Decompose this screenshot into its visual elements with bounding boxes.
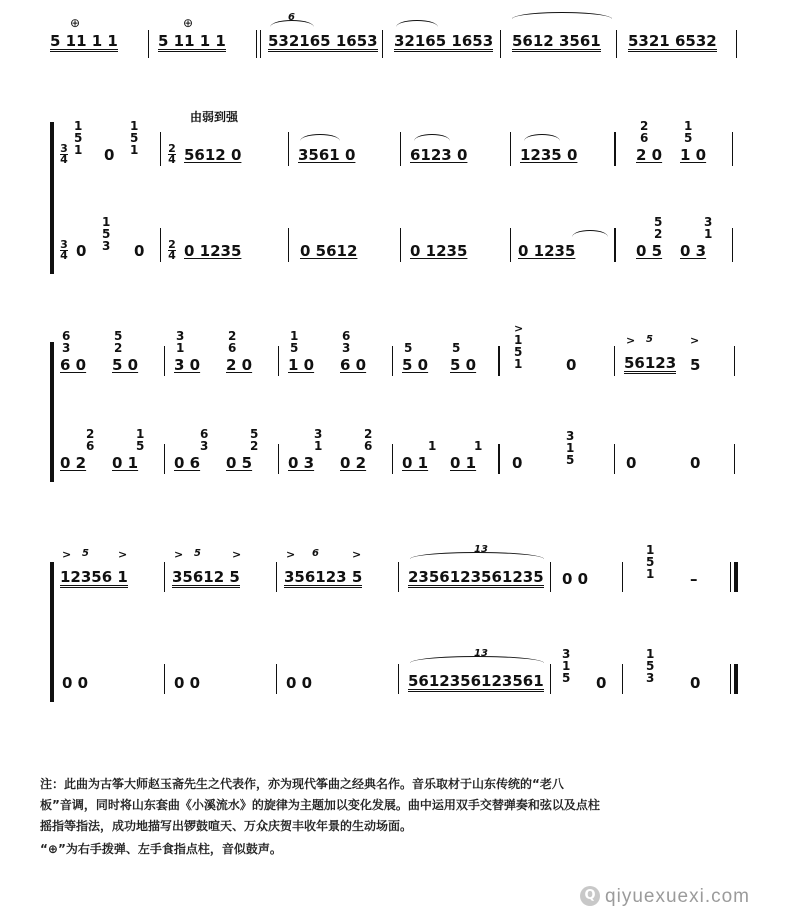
- chord-stack: 3 1: [704, 215, 713, 241]
- chord-stack: 5 2: [250, 427, 259, 453]
- barline: [288, 132, 289, 166]
- accent-mark: >: [118, 548, 128, 561]
- watermark-text: qiyuexuexi.com: [605, 886, 750, 907]
- measure-note: 6 0: [340, 356, 367, 374]
- barline: [616, 30, 617, 58]
- grand-staff-bracket: [50, 122, 54, 274]
- system-2: [0, 100, 788, 280]
- chord-stack: 1 5 3: [646, 647, 655, 685]
- accent-mark: >: [352, 548, 362, 561]
- slur: [512, 12, 612, 19]
- footnote: [40, 774, 740, 860]
- time-signature: 2 4: [168, 238, 176, 262]
- accent-mark: >: [514, 322, 524, 335]
- measure: 0 1235: [518, 242, 576, 260]
- strike-symbol-icon: ⊕: [183, 16, 194, 30]
- chord-stack: 1 5 1: [514, 333, 523, 371]
- chord-stack: 1: [428, 439, 437, 453]
- barline: [734, 346, 735, 376]
- rest: 0: [76, 242, 87, 260]
- measure-note: 0 5: [226, 454, 253, 472]
- chord-stack: 3 1: [314, 427, 323, 453]
- tuplet-number: 13: [474, 648, 488, 659]
- measure-note: 1 0: [288, 356, 315, 374]
- barline: [622, 562, 623, 592]
- chord-stack: 1 5: [684, 119, 693, 145]
- barline: [510, 228, 511, 262]
- accent-mark: >: [62, 548, 72, 561]
- chord-stack: 2 6: [86, 427, 95, 453]
- barline: [160, 132, 161, 166]
- chord-stack: 1 5 1: [646, 543, 655, 581]
- measure: 0 5612: [300, 242, 358, 260]
- measure-note: 0 3: [288, 454, 315, 472]
- rest: 0: [566, 356, 577, 374]
- measure-note: 5 0: [450, 356, 477, 374]
- slur: [396, 20, 438, 27]
- chord-stack: 5 2: [114, 329, 123, 355]
- chord-stack: 1: [474, 439, 483, 453]
- chord-stack: 1 5: [136, 427, 145, 453]
- chord-stack: 1 5 1: [130, 119, 139, 157]
- measure: 0 3: [680, 242, 707, 260]
- barline: [164, 444, 165, 474]
- slur: [414, 134, 450, 141]
- measure: 5612 3561: [512, 32, 601, 50]
- barline: [398, 664, 399, 694]
- time-signature: 2 4: [168, 142, 176, 166]
- measure-note: 0 0: [174, 674, 201, 692]
- measure: 2356123561235: [408, 568, 544, 586]
- measure-note: 6 0: [60, 356, 87, 374]
- chord-stack: 3 1 5: [562, 647, 571, 685]
- accent-mark: >: [232, 548, 242, 561]
- grand-staff-bracket: [50, 342, 54, 482]
- repeat-barline: [614, 228, 616, 262]
- measure-note: 5 0: [112, 356, 139, 374]
- chord-stack: 6 3: [342, 329, 351, 355]
- accent-mark: >: [690, 334, 700, 347]
- barline: [614, 346, 615, 376]
- barline: [398, 562, 399, 592]
- measure-note: 0 2: [340, 454, 367, 472]
- tuplet-number: 6: [312, 548, 319, 559]
- measure-note: 2 0: [226, 356, 253, 374]
- measure: 5321 6532: [628, 32, 717, 50]
- repeat-barline: [498, 346, 500, 376]
- measure: 3561 0: [298, 146, 356, 164]
- footnote-line: 板”音调，同时将山东套曲《小溪流水》的旋律为主题加以变化发展。曲中运用双手交替弹奏和弦以及点柱: [40, 798, 600, 812]
- rest: 0: [690, 674, 701, 692]
- measure-note: 5 0: [402, 356, 429, 374]
- chord-stack: 2 6: [640, 119, 649, 145]
- repeat-barline: [498, 444, 500, 474]
- measure: 6123 0: [410, 146, 468, 164]
- system-3: [0, 320, 788, 490]
- measure-note: 0 0: [286, 674, 313, 692]
- measure-note: 0 2: [60, 454, 87, 472]
- barline: [400, 132, 401, 166]
- barline: [732, 228, 733, 262]
- slur: [572, 230, 608, 237]
- repeat-barline: [614, 132, 616, 166]
- chord-stack: 1 5: [290, 329, 299, 355]
- barline: [550, 664, 551, 694]
- tuplet-number: 13: [474, 544, 488, 555]
- measure: 0 5: [636, 242, 663, 260]
- measure: 0 1235: [184, 242, 242, 260]
- measure: 35612 5: [172, 568, 240, 586]
- measure-note: 5: [690, 356, 701, 374]
- barline: [256, 30, 257, 58]
- barline: [288, 228, 289, 262]
- measure-note: 3 0: [174, 356, 201, 374]
- chord-stack: 6 3: [200, 427, 209, 453]
- tuplet-number: 6: [288, 12, 295, 23]
- barline: [148, 30, 149, 58]
- final-barline: [730, 664, 731, 694]
- chord-stack: 3 1 5: [566, 429, 575, 467]
- grand-staff-bracket: [50, 562, 54, 702]
- rest: 0: [104, 146, 115, 164]
- accent-mark: >: [286, 548, 296, 561]
- rest: 0: [690, 454, 701, 472]
- footnote-line: “⊕”为右手拨弹、左手食指点柱，音似鼓声。: [40, 842, 282, 856]
- measure: 32165 1653: [394, 32, 494, 50]
- measure: 5 11 1 1: [50, 32, 118, 50]
- measure-note: 0 1: [402, 454, 429, 472]
- chord-stack: 5 2: [654, 215, 663, 241]
- measure: 0 1235: [410, 242, 468, 260]
- barline: [164, 562, 165, 592]
- time-signature: 3 4: [60, 142, 68, 166]
- chord-stack: 5: [452, 341, 461, 355]
- barline: [736, 30, 737, 58]
- watermark-logo-icon: Q: [580, 886, 600, 906]
- barline: [160, 228, 161, 262]
- barline: [392, 444, 393, 474]
- barline: [550, 562, 551, 592]
- measure-note: 0 1: [450, 454, 477, 472]
- barline: [734, 444, 735, 474]
- footnote-line: 摇指等指法，成功地描写出锣鼓喧天、万众庆贺丰收年景的生动场面。: [40, 819, 413, 833]
- barline: [500, 30, 501, 58]
- measure: 12356 1: [60, 568, 128, 586]
- time-signature: 3 4: [60, 238, 68, 262]
- measure: 5612356123561: [408, 672, 544, 690]
- rest: 0: [626, 454, 637, 472]
- accent-mark: >: [174, 548, 184, 561]
- barline: [164, 346, 165, 376]
- chord-stack: 1 5 3: [102, 215, 111, 253]
- chord-stack: 6 3: [62, 329, 71, 355]
- chord-stack: 2 6: [364, 427, 373, 453]
- dash-sustain: –: [690, 570, 698, 588]
- chord-stack: 5: [404, 341, 413, 355]
- chord-stack: 2 6: [228, 329, 237, 355]
- chord-stack: 1 5 1: [74, 119, 83, 157]
- accent-mark: >: [626, 334, 636, 347]
- slur: [300, 134, 340, 141]
- system-4: [0, 540, 788, 710]
- rest: 0: [134, 242, 145, 260]
- barline: [278, 444, 279, 474]
- measure: 56123: [624, 354, 677, 372]
- measure-note: 0 0: [62, 674, 89, 692]
- measure-note: 0 1: [112, 454, 139, 472]
- rest: 0: [596, 674, 607, 692]
- final-barline: [734, 562, 738, 592]
- barline: [276, 562, 277, 592]
- barline: [164, 664, 165, 694]
- barline: [614, 444, 615, 474]
- barline: [392, 346, 393, 376]
- footnote-line: 注：此曲为古筝大师赵玉斋先生之代表作，亦为现代筝曲之经典名作。音乐取材于山东传统的“老八: [40, 777, 564, 791]
- measure: 1235 0: [520, 146, 578, 164]
- measure: 2 0: [636, 146, 663, 164]
- barline: [732, 132, 733, 166]
- strike-symbol-icon: ⊕: [70, 16, 81, 30]
- measure-note: 0 0: [562, 570, 589, 588]
- measure: 5612 0: [184, 146, 242, 164]
- chord-stack: 3 1: [176, 329, 185, 355]
- slur: [524, 134, 560, 141]
- tuplet-number: 5: [194, 548, 201, 559]
- barline: [622, 664, 623, 694]
- barline: [276, 664, 277, 694]
- final-barline: [730, 562, 731, 592]
- final-barline: [734, 664, 738, 694]
- tuplet-number: 5: [82, 548, 89, 559]
- dynamic-marking: 由弱到强: [190, 110, 239, 124]
- tuplet-number: 5: [646, 334, 653, 345]
- barline: [382, 30, 383, 58]
- rest: 0: [512, 454, 523, 472]
- measure: 1 0: [680, 146, 707, 164]
- barline: [260, 30, 261, 58]
- barline: [510, 132, 511, 166]
- measure-note: 0 6: [174, 454, 201, 472]
- system-1: [0, 0, 788, 80]
- measure: 5 11 1 1: [158, 32, 226, 50]
- measure: 532165 1653: [268, 32, 378, 50]
- measure: 356123 5: [284, 568, 363, 586]
- barline: [400, 228, 401, 262]
- barline: [278, 346, 279, 376]
